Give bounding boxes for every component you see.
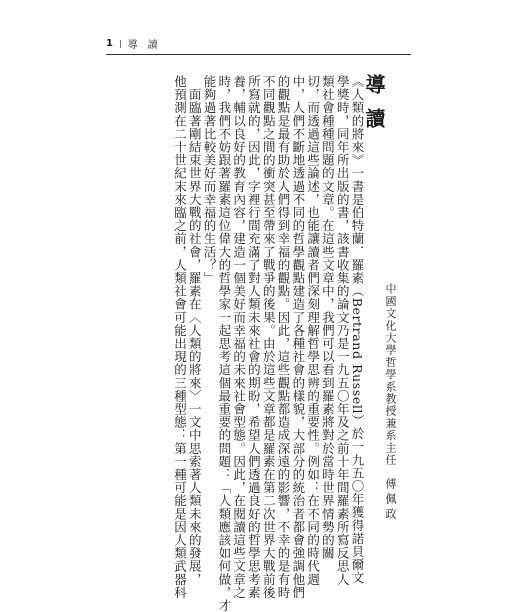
text-column: 他預測在二十世紀末來臨之前，人類社會可能出現的三種型態：第一種可能是因人類武器科 — [172, 75, 188, 599]
text-column: 中，人們不斷地透過不同的哲學觀點建造了各種社會的樣貌，大部分的統治者都會強調他們 — [290, 75, 306, 599]
text-column: 類社會種種問題的文章。在這些文章中，我們可以看到羅素將對於當時世界情勢的關 — [320, 75, 336, 560]
header-separator: | — [118, 39, 122, 48]
text-column: 能夠過著比較美好而幸福的生活？」 — [202, 75, 218, 285]
text-column: 切，而透過這些論述，也能讓讀者們深刻理解哲學思辨的重要性。例如：在不同的時代週 — [305, 75, 321, 586]
author-name: 傅佩政 — [384, 478, 397, 523]
text-column: 面臨著剛結束世界大戰的社會，羅素在〈人類的將來〉一文中思索著人類未來的發展， — [187, 75, 203, 586]
author-affiliation: 中國文化大學哲學系教授兼系主任 — [384, 283, 397, 466]
text-column: 時，我們不妨跟著羅素這位偉大的哲學家一起思考這個最重要的問題：「人類應該如何做，才 — [216, 75, 232, 612]
text-column: 養，輔以良好的教育內容，建造一個美好而幸福的未來社會型態。因此，在閱讀這些文章之 — [231, 75, 247, 599]
text-column: 所寫就的，因此，字裡行間充滿了對人類未來社會的期盼，希望人們透過良好的哲學思考素 — [246, 75, 262, 599]
body-text — [148, 75, 365, 612]
text-column: 《人類的將來》一書是伯特蘭．羅素（Bertrand Russell）於一九五〇年獲得諾貝爾文 — [350, 75, 365, 585]
text-column: 的觀點是最有助於人們得到幸福的觀點。因此，這些觀點都造成深遠的影響，不幸的是有時 — [276, 75, 292, 599]
running-header — [106, 36, 411, 55]
author-line — [382, 283, 398, 523]
text-column: 不同觀點之間的衝突甚至帶來了戰爭的後果。由於這些文章都是羅素在第二次世界大戰前後 — [261, 75, 277, 599]
page-number: 1 — [106, 38, 113, 49]
text-column: 學獎時，同年所出版的書，該書收集的論文乃是一九五〇年及之前十年間羅素所寫反思人 — [335, 75, 351, 586]
chapter-title: 導讀 — [362, 74, 386, 142]
running-title: 導 讀 — [127, 40, 158, 51]
